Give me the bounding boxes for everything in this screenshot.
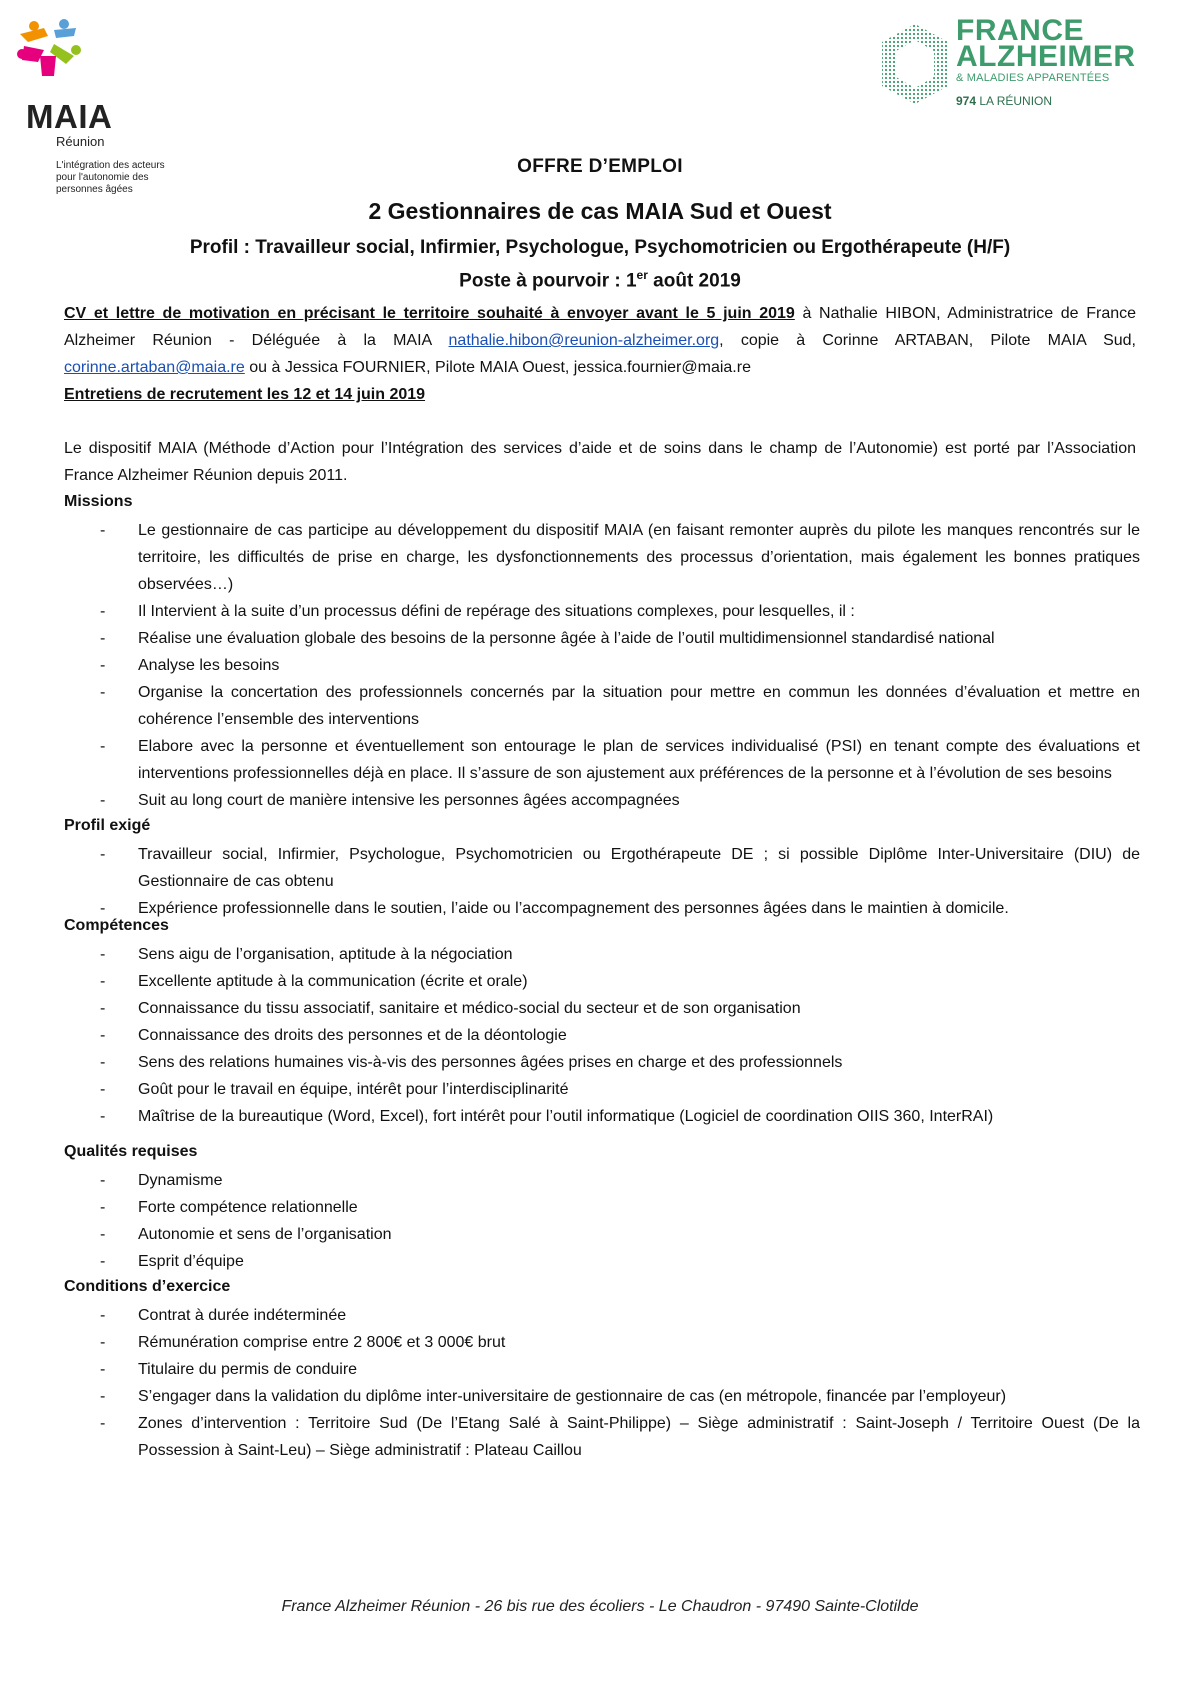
fa-logo-line2: ALZHEIMER (956, 40, 1136, 73)
email-link-artaban[interactable]: corinne.artaban@maia.re (64, 359, 245, 376)
maia-logo-name: MAIA (26, 98, 113, 135)
list-item: - Maîtrise de la bureautique (Word, Excel), fort intérêt pour l’outil informatique (Logiciel de coordination OIIS 360, InterRAI) (64, 1103, 1140, 1130)
hexagon-logo-icon (876, 20, 954, 108)
list-item: - Zones d’intervention : Territoire Sud (De l’Etang Salé à Saint-Philippe) – Siège administratif : Saint-Joseph / Territoire Ouest (De la Possession à Saint-Leu) – Siège administratif : Plateau Caillou (64, 1410, 1140, 1464)
list-item: - Goût pour le travail en équipe, intérêt pour l’interdisciplinarité (64, 1076, 1140, 1103)
list-item: - Réalise une évaluation globale des besoins de la personne âgée à l’aide de l’outil multidimensionnel standardisé national (64, 625, 1140, 652)
qualities-heading: Qualités requises (64, 1143, 198, 1160)
list-item: - Organise la concertation des professionnels concernés par la situation pour mettre en commun les données d’évaluation et mettre en cohérence l’ensemble des interventions (64, 679, 1140, 733)
footer-address: France Alzheimer Réunion - 26 bis rue des écoliers - Le Chaudron - 97490 Sainte-Clotilde (281, 1598, 919, 1615)
list-item: - S’engager dans la validation du diplôme inter-universitaire de gestionnaire de cas (en métropole, financée par l’employeur) (64, 1383, 1140, 1410)
list-item: - Expérience professionnelle dans le soutien, l’aide ou l’accompagnement des personnes âgées dans le maintien à domicile. (64, 895, 1140, 922)
list-item: - Suit au long court de manière intensive les personnes âgées accompagnées (64, 787, 1140, 814)
interviews-dates: Entretiens de recrutement les 12 et 14 juin 2019 (64, 386, 426, 403)
qualities-list (64, 1167, 1140, 1275)
maia-logo-tagline: L'intégration des acteurs pour l'autonomie des personnes âgées (56, 160, 165, 195)
application-deadline: CV et lettre de motivation en précisant le territoire souhaité à envoyer avant le 5 juin 2019 (64, 305, 795, 322)
interviews-paragraph (64, 381, 1136, 408)
list-item: - Connaissance des droits des personnes et de la déontologie (64, 1022, 1140, 1049)
start-date-heading (0, 268, 1200, 292)
fa-logo-line3: & MALADIES APPARENTÉES (956, 72, 1110, 84)
list-item: - Autonomie et sens de l’organisation (64, 1221, 1140, 1248)
application-text-1: à Nathalie HIBON, Administratrice de France Alzheimer Réunion - Déléguée à la MAIA (64, 305, 1137, 349)
list-item: - Rémunération comprise entre 2 800€ et 3 000€ brut (64, 1329, 1140, 1356)
list-item: - Connaissance du tissu associatif, sanitaire et médico-social du secteur et de son organisation (64, 995, 1140, 1022)
profile-list (64, 841, 1140, 922)
skills-list (64, 941, 1140, 1130)
missions-list (64, 517, 1140, 814)
application-text-3: ou à Jessica FOURNIER, Pilote MAIA Ouest, jessica.fournier@maia.re (244, 359, 751, 376)
list-item: - Esprit d’équipe (64, 1248, 1140, 1275)
list-item: - Excellente aptitude à la communication (écrite et orale) (64, 968, 1140, 995)
start-date-prefix: Poste à pourvoir : 1 (459, 270, 637, 292)
profile-required-heading: Profil exigé (64, 817, 151, 834)
maia-people-icon (14, 16, 84, 84)
conditions-heading: Conditions d’exercice (64, 1278, 231, 1295)
dispositif-paragraph: Le dispositif MAIA (Méthode d’Action pour l’Intégration des services d’aide et de soins dans le champ de l’Autonomie) est porté par l’Association France Alzheimer Réunion depuis 2011. (64, 440, 1136, 484)
fa-logo-region: LA RÉUNION (979, 94, 1053, 108)
list-item: - Il Intervient à la suite d’un processus défini de repérage des situations complexes, pour lesquelles, il : (64, 598, 1140, 625)
france-alzheimer-logo (876, 16, 1196, 116)
application-text-2: , copie à Corinne ARTABAN, Pilote MAIA Sud, (719, 332, 1136, 349)
profile-heading: Profil : Travailleur social, Infirmier, Psychologue, Psychomotricien ou Ergothérapeute (H/F) (189, 237, 1011, 258)
job-title: 2 Gestionnaires de cas MAIA Sud et Ouest (368, 198, 832, 224)
list-item: - Elabore avec la personne et éventuellement son entourage le plan de services individualisé (PSI) en tenant compte des évaluations et interventions professionnelles déjà en place. Il s’assure de son ajustement aux préférences de la personne et à l’évolution de ses besoins (64, 733, 1140, 787)
list-item: - Sens aigu de l’organisation, aptitude à la négociation (64, 941, 1140, 968)
list-item: - Sens des relations humaines vis-à-vis des personnes âgées prises en charge et des professionnels (64, 1049, 1140, 1076)
email-link-hibon[interactable]: nathalie.hibon@reunion-alzheimer.org (448, 332, 720, 349)
list-item: - Titulaire du permis de conduire (64, 1356, 1140, 1383)
maia-logo-region: Réunion (56, 134, 105, 149)
offer-heading: OFFRE D’EMPLOI (517, 156, 683, 177)
list-item: - Dynamisme (64, 1167, 1140, 1194)
list-item: - Forte compétence relationnelle (64, 1194, 1140, 1221)
start-date-suffix: août 2019 (647, 270, 741, 292)
skills-heading: Compétences (64, 917, 169, 934)
list-item: - Contrat à durée indéterminée (64, 1302, 1140, 1329)
start-date-sup: er (636, 268, 648, 282)
fa-logo-line1: FRANCE (956, 14, 1084, 47)
missions-heading: Missions (64, 493, 133, 510)
list-item: - Analyse les besoins (64, 652, 1140, 679)
list-item: - Travailleur social, Infirmier, Psychologue, Psychomotricien ou Ergothérapeute DE ; si possible Diplôme Inter-Universitaire (DIU) de Gestionnaire de cas obtenu (64, 841, 1140, 895)
conditions-list (64, 1302, 1140, 1464)
fa-logo-number: 974 (956, 94, 977, 108)
fa-logo-line4 (956, 94, 1052, 108)
application-paragraph (64, 300, 1136, 381)
list-item: - Le gestionnaire de cas participe au développement du dispositif MAIA (en faisant remonter auprès du pilote les manques rencontrés sur le territoire, les difficultés de prise en charge, les dysfonctionnements des processus d’orientation, mais également les bonnes pratiques observées…) (64, 517, 1140, 598)
